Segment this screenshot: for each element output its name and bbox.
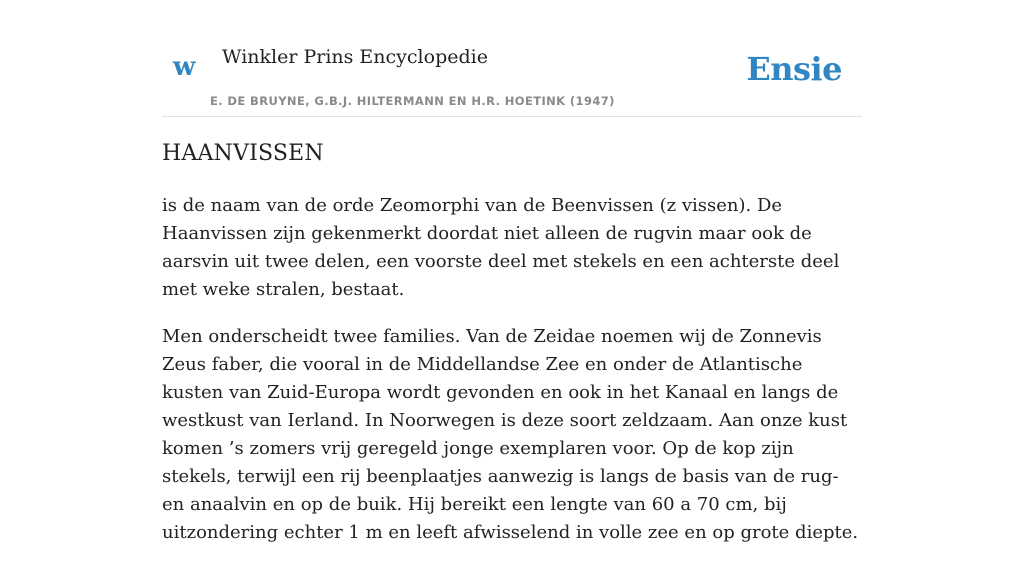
- source-title[interactable]: Winkler Prins Encyclopedie: [222, 46, 488, 68]
- entry-body: [162, 192, 862, 566]
- entry-title: HAANVISSEN: [162, 141, 324, 166]
- source-header: [162, 0, 862, 117]
- winkler-prins-logo-icon[interactable]: w: [173, 52, 196, 82]
- entry-paragraph: Men onderscheidt twee families. Van de Zeidae noemen wij de Zonnevis Zeus faber, die vooral in de Middellandse Zee en onder de Atlantische kusten van Zuid-Europa wordt gevonden en ook in het Kanaal en langs de westkust van Ierland. In Noorwegen is deze soort zeldzaam. Aan onze kust komen ’s zomers vrij geregeld jonge exemplaren voor. Op de kop zijn stekels, terwijl een rij beenplaatjes aanwezig is langs de basis van de rug- en anaalvin en op de buik. Hij bereikt een lengte van 60 a 70 cm, bij uitzondering echter 1 m en leeft afwisselend in volle zee en op grote diepte.: [162, 326, 859, 543]
- ensie-brand-logo[interactable]: Ensie: [746, 50, 842, 88]
- source-authors: E. DE BRUYNE, G.B.J. HILTERMANN EN H.R. HOETINK (1947): [210, 94, 615, 108]
- entry-paragraph: is de naam van de orde Zeomorphi van de Beenvissen (z vissen). De Haanvissen zijn gekenmerkt doordat niet alleen de rugvin maar ook de aarsvin uit twee delen, een voorste deel met stekels en een achterste deel met weke stralen, bestaat.: [162, 195, 840, 300]
